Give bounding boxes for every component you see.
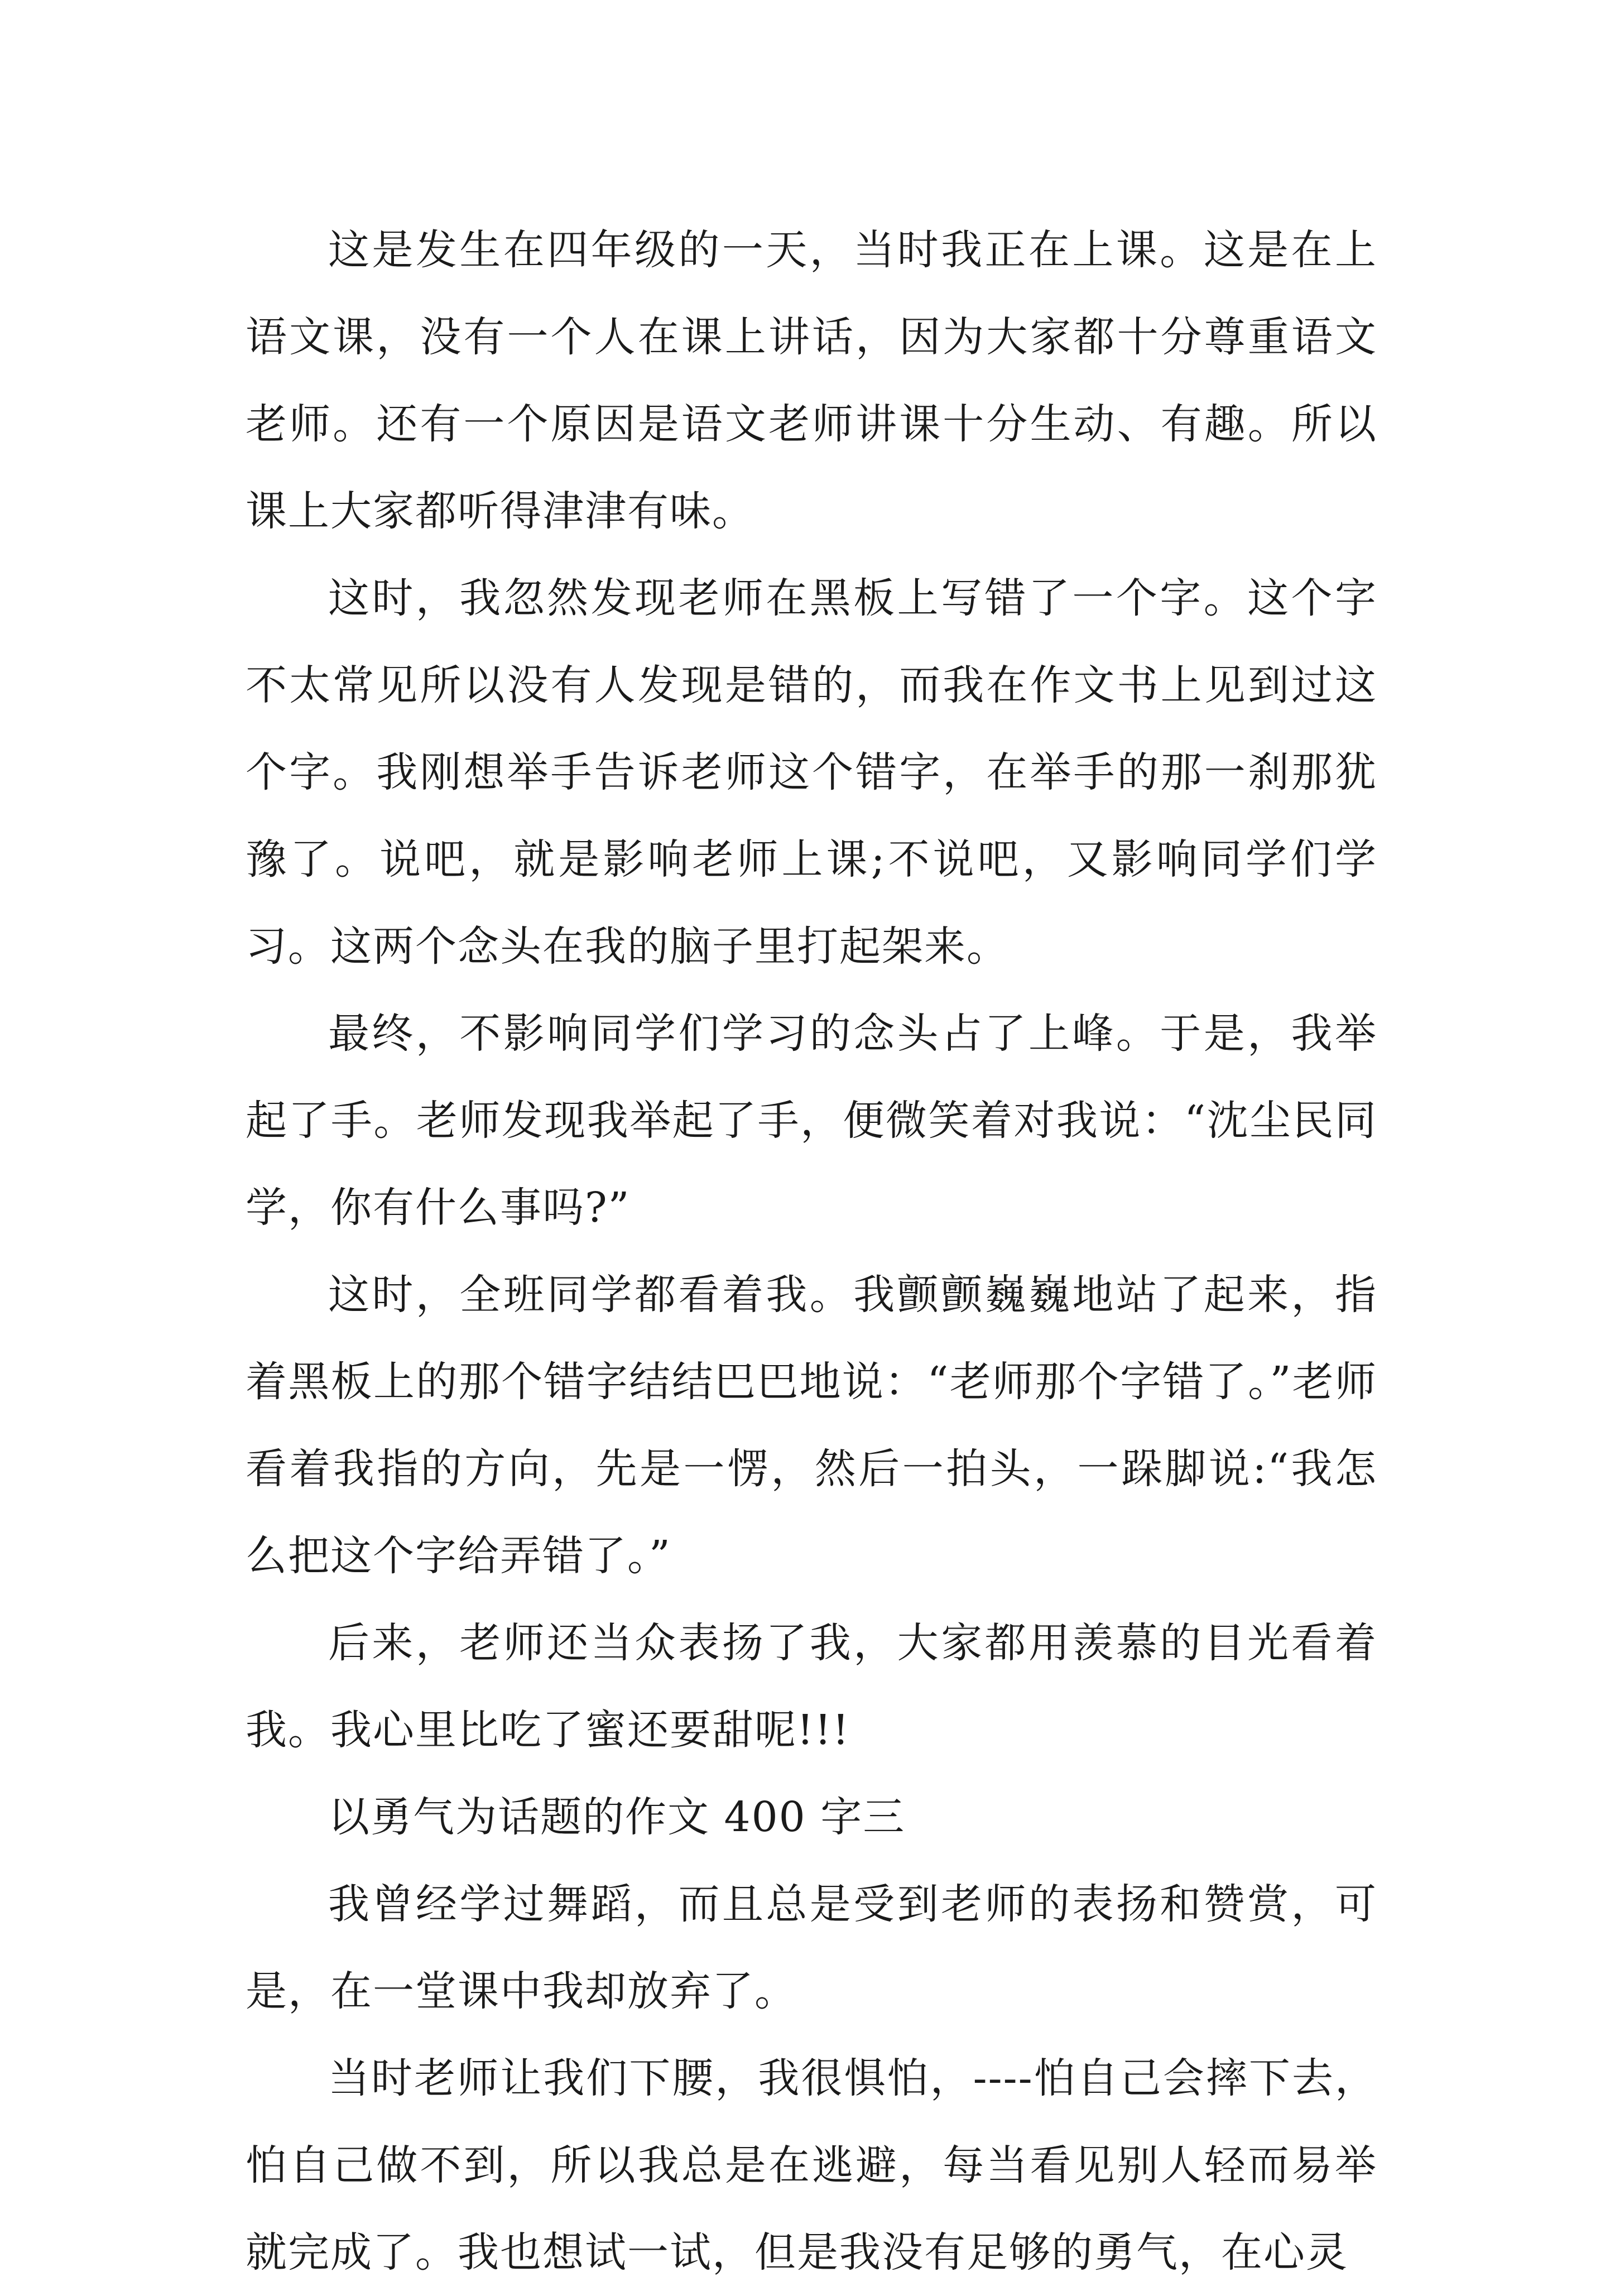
paragraph-7: 当时老师让我们下腰，我很惧怕，----怕自己会摔下去，怕自己做不到，所以我总是在逃避，每当看见别人轻而易举就完成了。我也想试一试，但是我没有足够的勇气，在心灵: [246, 2054, 1377, 2276]
body-text: [246, 206, 1377, 2296]
paragraph-3: 最终，不影响同学们学习的念头占了上峰。于是，我举起了手。老师发现我举起了手，便微笑着对我说：“沈尘民同学，你有什么事吗?”: [246, 1010, 1377, 1232]
paragraph-1: 这是发生在四年级的一天，当时我正在上课。这是在上语文课，没有一个人在课上讲话，因为大家都十分尊重语文老师。还有一个原因是语文老师讲课十分生动、有趣。所以课上大家都听得津津有味。: [246, 226, 1377, 535]
paragraph-5: 后来，老师还当众表扬了我，大家都用羡慕的目光看着我。我心里比吃了蜜还要甜呢!!!: [246, 1619, 1377, 1754]
paragraph-4: 这时，全班同学都看着我。我颤颤巍巍地站了起来，指着黑板上的那个错字结结巴巴地说：“老师那个字错了。”老师看着我指的方向，先是一愣，然后一拍头，一跺脚说:“我怎么把这个字给弄错了。”: [246, 1271, 1377, 1580]
paragraph-6: 我曾经学过舞蹈，而且总是受到老师的表扬和赞赏，可是，在一堂课中我却放弃了。: [246, 1880, 1377, 2015]
section-heading: 以勇气为话题的作文 400 字三: [328, 1793, 906, 1841]
paragraph-2: 这时，我忽然发现老师在黑板上写错了一个字。这个字不太常见所以没有人发现是错的，而我在作文书上见到过这个字。我刚想举手告诉老师这个错字，在举手的那一刹那犹豫了。说吧，就是影响老师上课;不说吧，又影响同学们学习。这两个念头在我的脑子里打起架来。: [246, 574, 1377, 971]
